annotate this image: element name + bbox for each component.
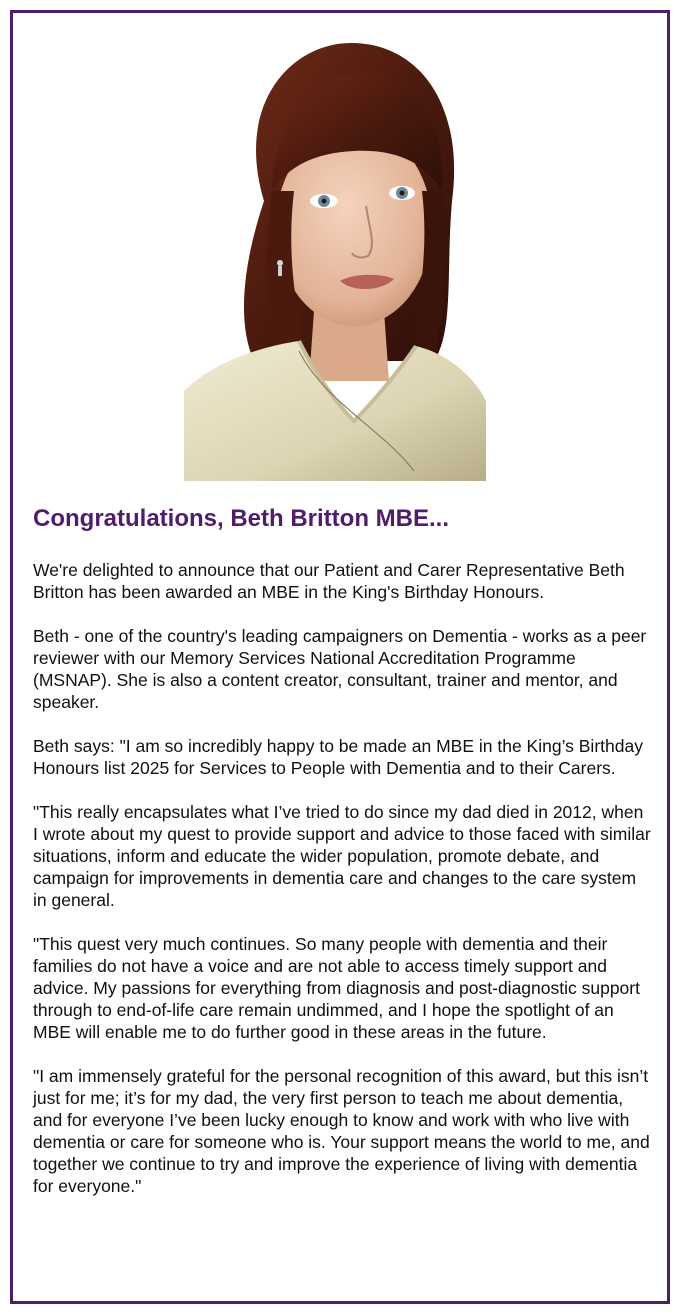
paragraph-quote-intro: Beth says: "I am so incredibly happy to be made an MBE in the King’s Birthday Honours list 2025 for Services to People with Dementia and to their Carers. (33, 736, 643, 778)
article-content (33, 503, 653, 1219)
paragraph-announcement: We're delighted to announce that our Patient and Carer Representative Beth Britton has been awarded an MBE in the King's Birthday Honours. (33, 560, 625, 602)
paragraph-quote-continues: "This quest very much continues. So many people with dementia and their families do not have a voice and are not able to access timely support and advice. My passions for everything from diagnosis and post-diagnostic support through to end-of-life care remain undimmed, and I hope the spotlight of an MBE will enable me to do further good in these areas in the future. (33, 934, 640, 1042)
article-heading: Congratulations, Beth Britton MBE... (33, 505, 449, 532)
paragraph-quote-history: "This really encapsulates what I’ve tried to do since my dad died in 2012, when I wrote about my quest to provide support and advice to those faced with similar situations, inform and educate the wider population, promote debate, and campaign for improvements in dementia care and changes to the care system in general. (33, 802, 651, 910)
paragraph-quote-gratitude: "I am immensely grateful for the personal recognition of this award, but this isn’t just for me; it’s for my dad, the very first person to teach me about dementia, and for everyone I’ve been lucky enough to know and work with who live with dementia or care for someone who is. Your support means the world to me, and together we continue to try and improve the experience of living with dementia for everyone." (33, 1066, 650, 1196)
paragraph-role: Beth - one of the country's leading campaigners on Dementia - works as a peer reviewer with our Memory Services National Accreditation Programme (MSNAP). She is also a content creator, consultant, trainer and mentor, and speaker. (33, 626, 647, 712)
portrait-illustration (184, 41, 486, 481)
announcement-card (10, 10, 670, 1304)
portrait-photo (184, 41, 486, 481)
